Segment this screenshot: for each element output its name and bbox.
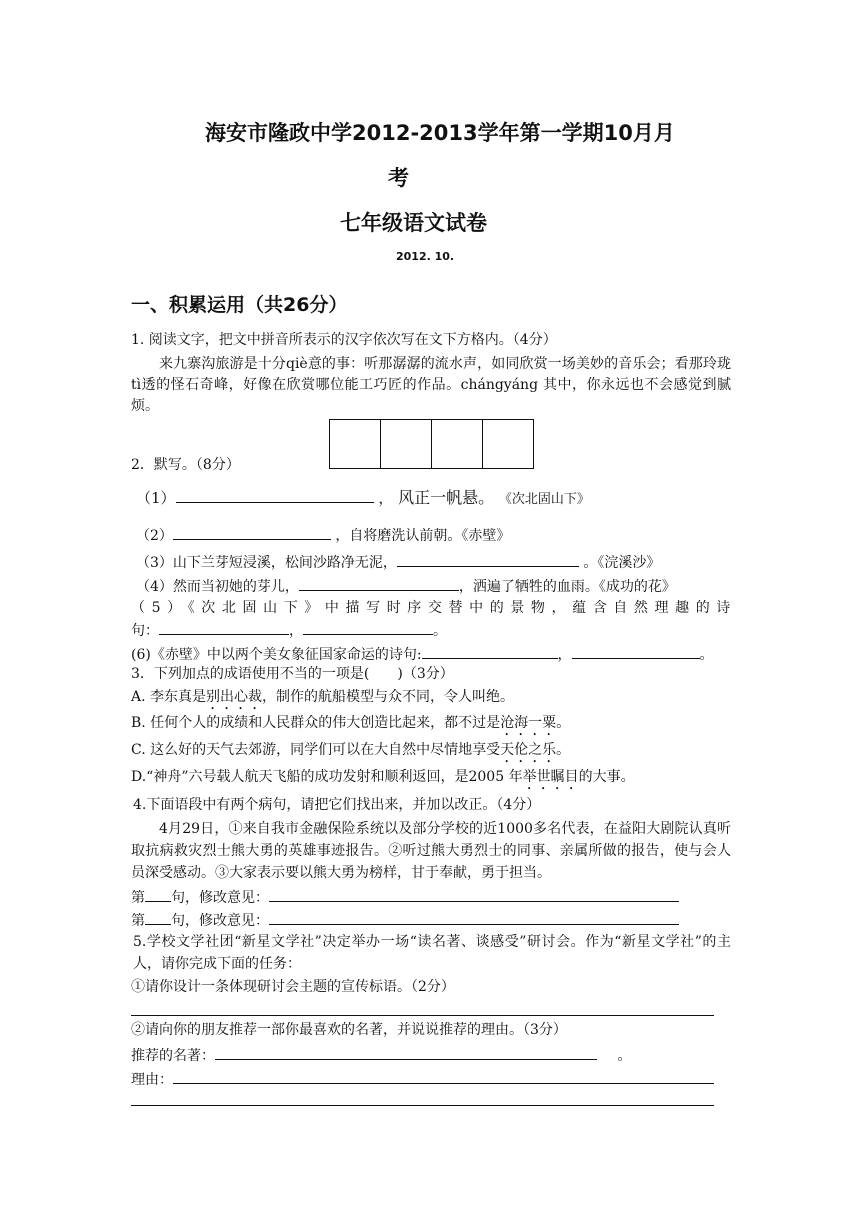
q2-item3 [136, 551, 660, 574]
q3-option-d [131, 767, 635, 793]
q5-reason-blank[interactable] [173, 1068, 714, 1084]
q1-passage: 来九寨沟旅游是十分qiè意的事：听那潺潺的流水声，如同欣赏一场美妙的音乐会；看那玲珑tì透的怪石奇峰，好像在欣赏哪位能工巧匠的作品。chángyáng 其中，你永远也不会感觉到腻烦。 [131, 356, 731, 414]
exam-date: 2012. 10. [396, 250, 455, 263]
q5-reason-extra-line[interactable] [131, 1105, 714, 1106]
q2-item1-text: 风正一帆悬。 [398, 488, 495, 507]
q2-item4-text: （4）然而当初她的芽儿， [136, 579, 299, 595]
q2-item2-text: ，自将磨洗认前朝。《赤壁》 [335, 528, 511, 544]
q2-item6-blank2[interactable] [572, 643, 700, 659]
q4-fix2-sentence-blank[interactable] [145, 909, 171, 925]
q4-fix2-post: 句，修改意见： [171, 913, 269, 929]
q4-passage: 4月29日，①来自我市金融保险系统以及部分学校的近1000多名代表，在益阳大剧院认真听取抗病救灾烈士熊大勇的英雄事迹报告。②听过熊大勇烈士的同事、亲属所做的报告，使与会人员深受感动。③大家表示要以熊大勇为榜样，甘于奉献，勇于担当。 [131, 821, 731, 881]
q3-option-c [131, 740, 570, 766]
section-heading: 一、积累运用（共26分） [131, 294, 348, 316]
q1-answer-boxes [329, 419, 534, 469]
q2-stem: 2．默写。（8分） [131, 457, 240, 473]
q5-task1: ①请你设计一条体现研讨会主题的宣传标语。（2分） [131, 979, 455, 995]
q3-option-b [131, 713, 570, 739]
q5-book-label: 推荐的名著： [131, 1048, 215, 1064]
answer-box[interactable] [330, 420, 381, 468]
q3-b-pre: B. 任何个人的成绩和人民群众的伟大创造比起来，都不过是 [131, 715, 501, 731]
q2-item3-text: （3）山下兰芽短浸溪，松间沙路净无泥， [136, 555, 397, 571]
q5-task1-answer-line[interactable] [131, 1015, 714, 1016]
q4-fix2 [131, 909, 679, 932]
q3-d-pre: D.“神舟”六号载人航天飞船的成功发射和顺利返回，是2005 年 [131, 769, 523, 785]
exam-title-line2: 考 [388, 166, 409, 190]
q3-d-idiom: 举世瞩目 [522, 769, 579, 785]
q2-item5-line1 [131, 598, 737, 619]
q3-option-a [131, 687, 514, 713]
q2-item4 [136, 575, 676, 598]
q2-item5 [131, 598, 737, 642]
q2-item6 [131, 643, 714, 666]
q5-book-blank[interactable] [215, 1044, 597, 1060]
answer-box[interactable] [483, 420, 533, 468]
q2-item1-sep: ， [378, 489, 394, 507]
q2-item1-source: 《次北固山下》 [498, 492, 590, 507]
answer-box[interactable] [381, 420, 432, 468]
q2-item6-text: (6)《赤壁》中以两个美女象征国家命运的诗句: [131, 647, 422, 663]
q4-fix1 [131, 886, 679, 909]
q3-d-post: 的大事。 [578, 769, 635, 785]
q2-item6-end: 。 [699, 647, 714, 663]
q2-item5-text: （5）《次北固山下》中描写时序交替中的景物，蕴含自然理趣的诗 [131, 600, 737, 616]
exam-title-line1: 海安市隆政中学2012-2013学年第一学期10月月 [205, 121, 675, 145]
q2-item3-blank[interactable] [397, 551, 579, 567]
q3-a-idiom: 别出心裁 [206, 689, 263, 705]
answer-box[interactable] [432, 420, 483, 468]
q5-book-end: 。 [617, 1048, 632, 1064]
q1-stem: 1. 阅读文字，把文中拼音所表示的汉字依次写在文下方格内。（4分） [131, 332, 557, 348]
q4-fix2-blank[interactable] [269, 909, 679, 925]
q3-a-pre: A. 李东真是 [131, 689, 207, 705]
q2-item2-num: （2） [136, 528, 173, 544]
q2-item5-cont: 句： [131, 623, 159, 639]
q2-item1-num: （1） [136, 489, 176, 507]
q4-fix1-pre: 第 [131, 890, 145, 906]
q5-task2: ②请向你的朋友推荐一部你最喜欢的名著，并说说推荐的理由。（3分） [131, 1022, 567, 1038]
q3-c-idiom: 天伦之乐 [500, 742, 557, 758]
q3-stem: 3．下列加点的成语使用不当的一项是( )（3分） [131, 666, 454, 682]
q4-fix1-sentence-blank[interactable] [145, 886, 171, 902]
q2-item4-end: ，洒遍了牺牲的血雨。《成功的花》 [458, 579, 676, 595]
q3-c-pre: C. 这么好的天气去郊游，同学们可以在大自然中尽情地享受 [131, 742, 501, 758]
q2-item5-blank2[interactable] [303, 619, 433, 635]
exam-subtitle: 七年级语文试卷 [340, 211, 487, 235]
q2-item5-blank1[interactable] [159, 619, 289, 635]
q2-item1 [136, 487, 590, 511]
q4-fix1-post: 句，修改意见： [171, 890, 269, 906]
q2-item4-blank[interactable] [299, 575, 459, 591]
q5-book [131, 1044, 631, 1067]
q4-fix2-pre: 第 [131, 913, 145, 929]
q3-b-idiom: 沧海一粟 [500, 715, 557, 731]
q5-reason [131, 1068, 714, 1091]
q4-fix1-blank[interactable] [269, 886, 679, 902]
q2-item5-line2 [131, 619, 731, 642]
q5-reason-label: 理由： [131, 1072, 173, 1088]
q2-item2 [136, 524, 510, 547]
q5-stem: 5.学校文学社团“新星文学社”决定举办一场“读名著、谈感受”研讨会。作为“新星文学社”的主人，请你完成下面的任务： [133, 934, 731, 972]
q2-item6-sep: ， [557, 647, 572, 663]
q3-b-post: 。 [556, 715, 571, 731]
q2-item2-blank[interactable] [173, 524, 331, 540]
q2-item5-sep: ， [289, 623, 303, 639]
q2-item5-end: 。 [433, 623, 447, 639]
q3-a-post: ，制作的航船模型与众不同，令人叫绝。 [262, 689, 515, 705]
q2-item1-blank[interactable] [176, 487, 374, 503]
q4-stem: 4.下面语段中有两个病句，请把它们找出来，并加以改正。（4分） [133, 797, 541, 813]
q2-item6-blank1[interactable] [422, 643, 558, 659]
q3-c-post: 。 [556, 742, 571, 758]
q2-item3-end: 。《浣溪沙》 [583, 555, 661, 571]
